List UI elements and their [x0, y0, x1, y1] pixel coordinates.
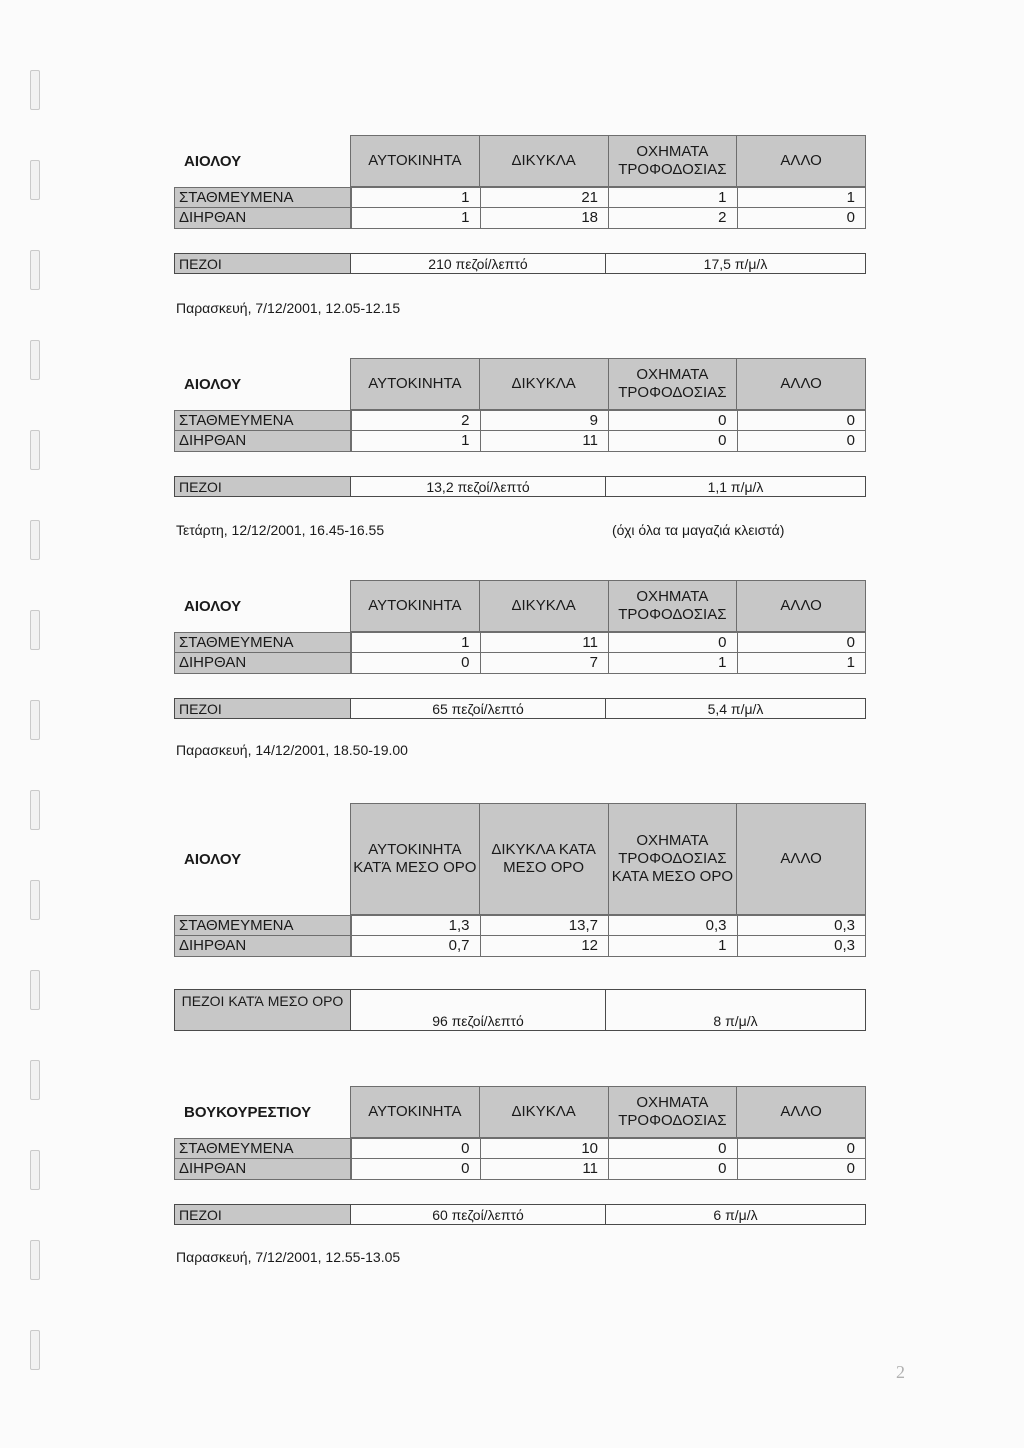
header-two-wheelers-average: ΔΙΚΥΚΛΑ ΚΑΤΑ ΜΕΣΟ ΟΡΟ — [479, 804, 608, 914]
traffic-table-5 — [174, 1086, 866, 1225]
header-delivery-vehicles: ΟΧΗΜΑΤΑ ΤΡΟΦΟΔΟΣΙΑΣ — [608, 359, 737, 409]
row-label: ΣΤΑΘΜΕΥΜΕΝΑ — [175, 188, 351, 207]
pedestrian-row — [174, 698, 866, 719]
table-row — [174, 1159, 866, 1180]
traffic-table-3 — [174, 580, 866, 719]
cell-value: 0 — [608, 1139, 737, 1158]
punch-hole — [30, 160, 40, 200]
table-row — [174, 208, 866, 229]
header-cars: ΑΥΤΟΚΙΝΗΤΑ — [368, 152, 462, 169]
cell-value: 0 — [608, 431, 737, 451]
header-other: ΑΛΛΟ — [736, 581, 865, 631]
punch-hole — [30, 790, 40, 830]
binding-holes — [24, 0, 42, 1448]
location-title: ΑΙΟΛΟΥ — [184, 152, 242, 170]
cell-value: 11 — [480, 633, 609, 652]
cell-value: 0,3 — [608, 916, 737, 935]
location-title: ΑΙΟΛΟΥ — [184, 597, 242, 615]
cell-value: 0 — [737, 431, 866, 451]
header-other: ΑΛΛΟ — [736, 1087, 865, 1137]
punch-hole — [30, 700, 40, 740]
cell-value: 1 — [737, 653, 866, 673]
header-delivery-vehicles: ΟΧΗΜΑΤΑ ΤΡΟΦΟΔΟΣΙΑΣ — [608, 136, 737, 186]
cell-value: 1 — [351, 188, 480, 207]
cell-value: 0 — [737, 411, 866, 430]
pedestrian-label: ΠΕΖΟΙ — [175, 1205, 351, 1224]
pedestrian-row — [174, 476, 866, 497]
cell-value: 2 — [608, 208, 737, 228]
cell-value: 10 — [480, 1139, 609, 1158]
cell-value: 13,7 — [480, 916, 609, 935]
cell-value: 1 — [608, 653, 737, 673]
row-label: ΔΙΗΡΘΑΝ — [175, 1159, 351, 1179]
header-two-wheelers: ΔΙΚΥΚΛΑ — [479, 359, 608, 409]
page-number: 2 — [896, 1362, 905, 1382]
table-row — [174, 936, 866, 957]
punch-hole — [30, 430, 40, 470]
punch-hole — [30, 610, 40, 650]
header-delivery-vehicles: ΟΧΗΜΑΤΑ ΤΡΟΦΟΔΟΣΙΑΣ — [608, 1087, 737, 1137]
header-cars: ΑΥΤΟΚΙΝΗΤΑ — [368, 1103, 462, 1120]
cell-value: 0 — [351, 653, 480, 673]
cell-value: 1 — [351, 633, 480, 652]
cell-value: 12 — [480, 936, 609, 956]
cell-value: 21 — [480, 188, 609, 207]
cell-value: 1 — [351, 431, 480, 451]
remark-note: (όχι όλα τα μαγαζιά κλειστά) — [612, 522, 785, 538]
pedestrian-rate: 96 πεζοί/λεπτό — [351, 990, 606, 1030]
pedestrian-rate: 65 πεζοί/λεπτό — [351, 699, 606, 718]
cell-value: 0,3 — [737, 916, 866, 935]
header-two-wheelers: ΔΙΚΥΚΛΑ — [479, 136, 608, 186]
date-note: Παρασκευή, 7/12/2001, 12.05-12.15 — [176, 300, 401, 316]
punch-hole — [30, 1240, 40, 1280]
row-label: ΣΤΑΘΜΕΥΜΕΝΑ — [175, 916, 351, 935]
header-cars-average: ΑΥΤΟΚΙΝΗΤΑ ΚΑΤΆ ΜΕΣΟ ΟΡΟ — [353, 841, 477, 876]
cell-value: 11 — [480, 1159, 609, 1179]
header-delivery-vehicles: ΟΧΗΜΑΤΑ ΤΡΟΦΟΔΟΣΙΑΣ — [608, 581, 737, 631]
cell-value: 1 — [737, 188, 866, 207]
cell-value: 0 — [608, 411, 737, 430]
header-other: ΑΛΛΟ — [736, 359, 865, 409]
punch-hole — [30, 1330, 40, 1370]
punch-hole — [30, 880, 40, 920]
row-label: ΣΤΑΘΜΕΥΜΕΝΑ — [175, 1139, 351, 1158]
punch-hole — [30, 1150, 40, 1190]
cell-value: 18 — [480, 208, 609, 228]
pedestrian-rate: 210 πεζοί/λεπτό — [351, 254, 606, 273]
cell-value: 1 — [608, 188, 737, 207]
traffic-table-averages — [174, 803, 866, 1031]
cell-value: 9 — [480, 411, 609, 430]
table-row — [174, 431, 866, 452]
row-label: ΔΙΗΡΘΑΝ — [175, 208, 351, 228]
pedestrian-row — [174, 1204, 866, 1225]
cell-value: 0 — [608, 1159, 737, 1179]
cell-value: 7 — [480, 653, 609, 673]
cell-value: 0,3 — [737, 936, 866, 956]
pedestrian-label: ΠΕΖΟΙ — [175, 254, 351, 273]
cell-value: 1 — [351, 208, 480, 228]
pedestrian-label: ΠΕΖΟΙ — [175, 477, 351, 496]
table-row — [174, 187, 866, 208]
location-title: ΒΟΥΚΟΥΡΕΣΤΙΟΥ — [184, 1103, 312, 1121]
cell-value: 11 — [480, 431, 609, 451]
pedestrian-label: ΠΕΖΟΙ — [175, 699, 351, 718]
pedestrian-density: 8 π/μ/λ — [713, 1013, 758, 1029]
cell-value: 0 — [737, 1139, 866, 1158]
header-cars: ΑΥΤΟΚΙΝΗΤΑ — [368, 597, 462, 614]
cell-value: 0 — [351, 1159, 480, 1179]
pedestrian-rate: 60 πεζοί/λεπτό — [351, 1205, 606, 1224]
table-row — [174, 653, 866, 674]
header-delivery-vehicles-average: ΟΧΗΜΑΤΑ ΤΡΟΦΟΔΟΣΙΑΣ ΚΑΤΑ ΜΕΣΟ ΟΡΟ — [608, 804, 737, 914]
date-note: Παρασκευή, 7/12/2001, 12.55-13.05 — [176, 1249, 401, 1265]
traffic-table-1 — [174, 135, 866, 274]
cell-value: 0 — [737, 633, 866, 652]
row-label: ΔΙΗΡΘΑΝ — [175, 431, 351, 451]
pedestrian-density: 5,4 π/μ/λ — [707, 701, 764, 717]
cell-value: 1,3 — [351, 916, 480, 935]
pedestrian-density: 17,5 π/μ/λ — [703, 256, 768, 272]
location-title: ΑΙΟΛΟΥ — [184, 375, 242, 393]
header-cars: ΑΥΤΟΚΙΝΗΤΑ — [368, 375, 462, 392]
date-note: Τετάρτη, 12/12/2001, 16.45-16.55 — [176, 522, 385, 538]
punch-hole — [30, 250, 40, 290]
header-other: ΑΛΛΟ — [736, 804, 865, 914]
row-label: ΔΙΗΡΘΑΝ — [175, 653, 351, 673]
punch-hole — [30, 970, 40, 1010]
pedestrian-density: 6 π/μ/λ — [713, 1207, 758, 1223]
cell-value: 0 — [737, 208, 866, 228]
header-other: ΑΛΛΟ — [736, 136, 865, 186]
header-two-wheelers: ΔΙΚΥΚΛΑ — [479, 581, 608, 631]
cell-value: 2 — [351, 411, 480, 430]
punch-hole — [30, 340, 40, 380]
pedestrian-label: ΠΕΖΟΙ ΚΑΤΆ ΜΕΣΟ ΟΡΟ — [175, 990, 351, 1030]
table-row — [174, 915, 866, 936]
cell-value: 0 — [351, 1139, 480, 1158]
location-title: ΑΙΟΛΟΥ — [184, 850, 242, 868]
row-label: ΔΙΗΡΘΑΝ — [175, 936, 351, 956]
cell-value: 0 — [608, 633, 737, 652]
punch-hole — [30, 70, 40, 110]
punch-hole — [30, 520, 40, 560]
cell-value: 0 — [737, 1159, 866, 1179]
pedestrian-row — [174, 989, 866, 1031]
table-row — [174, 410, 866, 431]
cell-value: 1 — [608, 936, 737, 956]
traffic-table-2 — [174, 358, 866, 497]
table-row — [174, 1138, 866, 1159]
header-two-wheelers: ΔΙΚΥΚΛΑ — [479, 1087, 608, 1137]
punch-hole — [30, 1060, 40, 1100]
pedestrian-density: 1,1 π/μ/λ — [707, 479, 764, 495]
row-label: ΣΤΑΘΜΕΥΜΕΝΑ — [175, 633, 351, 652]
date-note: Παρασκευή, 14/12/2001, 18.50-19.00 — [176, 742, 408, 758]
pedestrian-row — [174, 253, 866, 274]
row-label: ΣΤΑΘΜΕΥΜΕΝΑ — [175, 411, 351, 430]
table-row — [174, 632, 866, 653]
pedestrian-rate: 13,2 πεζοί/λεπτό — [351, 477, 606, 496]
cell-value: 0,7 — [351, 936, 480, 956]
